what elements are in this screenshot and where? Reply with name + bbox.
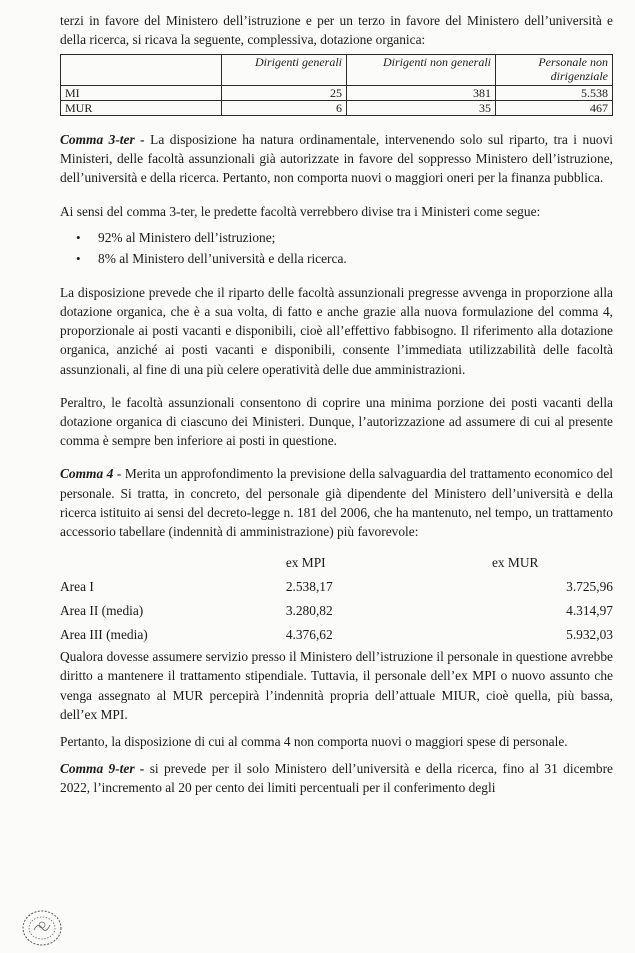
comma-4-label: Comma 4 bbox=[60, 466, 114, 482]
table-cell: Area II (media) bbox=[60, 603, 144, 619]
bullet-icon: • bbox=[76, 229, 81, 245]
table-cell: Area III (media) bbox=[60, 627, 148, 643]
table-row bbox=[61, 101, 613, 116]
comma-3ter-paragraph-2: La disposizione prevede che il riparto delle facoltà assunzionali pregresse avvenga in proporzione alla dotazione organica, che è a sua volta, di fatto e anche grazie alla nuova formulazione del comma 4, proporzionale ai posti vacanti e disponibili, cioè all’effettivo fabbisogno. Il riferimento alla dotazione organica, anziché ai posti vacanti e disponibili, consente l’immediata utilizzabilità delle facoltà assunzionali, al fine di una più celere operatività delle due amministrazioni. bbox=[60, 284, 613, 377]
table-cell: 25 bbox=[222, 86, 347, 101]
table-cell: 467 bbox=[496, 101, 613, 116]
comma-4-text: - Merita un approfondimento la previsione della salvaguardia del trattamento economico del personale. Si tratta, in concreto, del personale già dipendente del Ministero dell’università e della ricerca istituito ai sensi del decreto-legge n. 181 del 2006, che ha mantenuto, nel tempo, un trattamento accessorio tabellare (indennità di amministrazione) più favorevole: bbox=[60, 466, 613, 540]
table-cell: 381 bbox=[347, 86, 496, 101]
table-row bbox=[60, 623, 613, 647]
table-row bbox=[60, 575, 613, 599]
table-cell: Area I bbox=[60, 579, 94, 595]
staff-allocation-table bbox=[60, 54, 613, 116]
comma-3ter-text: La disposizione ha natura ordinamentale, intervenendo solo sul riparto, tra i nuovi Ministeri, delle facoltà assunzionali già autorizzate in favore del soppresso Ministero dell’istruzione, dell’università e della ricerca. Pertanto, non comporta nuovi o maggiori oneri per la finanza pubblica. bbox=[60, 132, 614, 186]
comma-3ter-label: Comma 3-ter - bbox=[60, 132, 145, 147]
table-header-cell: ex MPI bbox=[285, 555, 326, 571]
table-cell: 3.725,96 bbox=[566, 579, 613, 595]
official-stamp-icon bbox=[20, 908, 64, 948]
table-header-cell bbox=[60, 551, 286, 575]
table-cell: 5.538 bbox=[496, 86, 613, 101]
table-header-cell bbox=[61, 55, 222, 86]
table-cell: 2.538,17 bbox=[285, 579, 333, 595]
table-cell: 4.314,97 bbox=[566, 603, 613, 619]
table-cell: 6 bbox=[222, 101, 347, 116]
table-header-row bbox=[61, 55, 613, 86]
table-header-row bbox=[60, 551, 613, 575]
table-header-cell: ex MUR bbox=[491, 555, 539, 571]
comma-9ter-text: si prevede per il solo Ministero dell’università e della ricerca, fino al 31 dicembre 2022, l’incremento al 20 per cento dei limiti percentuali per il conferimento degli bbox=[60, 761, 613, 796]
bullet-list bbox=[60, 227, 613, 269]
table-row bbox=[61, 86, 613, 101]
comma-3ter-lead: Ai sensi del comma 3-ter, le predette facoltà verrebbero divise tra i Ministeri come segue: bbox=[60, 203, 541, 219]
comma-9ter-paragraph bbox=[60, 759, 613, 797]
bullet-icon: • bbox=[76, 250, 81, 266]
table-header-cell: Personale non dirigenziale bbox=[496, 55, 613, 86]
comma-3ter-paragraph-3: Peraltro, le facoltà assunzionali consentono di coprire una minima porzione dei posti vacanti della dotazione organica di ciascuno dei Ministeri. Dunque, l’autorizzazione ad assumere di cui al presente comma è sempre ben inferiore ai posti in questione. bbox=[60, 394, 613, 449]
table-cell: 3.280,82 bbox=[285, 603, 333, 619]
table-row bbox=[60, 599, 613, 623]
comma-4-paragraph-3: Pertanto, la disposizione di cui al comma 4 non comporta nuovi o maggiori spese di personale. bbox=[60, 734, 568, 750]
list-item: • 8% al Ministero dell’università e della ricerca. bbox=[60, 248, 613, 269]
list-item: • 92% al Ministero dell’istruzione; bbox=[60, 227, 613, 248]
document-page bbox=[60, 12, 613, 798]
table-cell: 4.376,62 bbox=[285, 627, 333, 643]
intro-paragraph: terzi in favore del Ministero dell’istruzione e per un terzo in favore del Ministero dell’università e della ricerca, si ricava la seguente, complessiva, dotazione organica: bbox=[60, 13, 613, 47]
comma-9ter-label: Comma 9-ter - bbox=[60, 761, 145, 777]
comma-3ter-paragraph bbox=[60, 130, 613, 188]
table-cell: 5.932,03 bbox=[566, 627, 613, 643]
allowance-table bbox=[60, 551, 613, 647]
comma-4-paragraph bbox=[60, 464, 613, 541]
table-cell: MI bbox=[61, 86, 222, 101]
table-cell: 35 bbox=[347, 101, 496, 116]
comma-4-paragraph-2: Qualora dovesse assumere servizio presso il Ministero dell’istruzione il personale in questione avrebbe diritto a mantenere il trattamento stipendiale. Tuttavia, il personale dell’ex MPI o nuovo assunto che venga assegnato al MUR percepirà l’indennità propria dell’attuale MIUR, cioè quella, più bassa, dell’ex MPI. bbox=[60, 649, 613, 722]
table-header-cell: Dirigenti non generali bbox=[347, 55, 496, 86]
table-cell: MUR bbox=[61, 101, 222, 116]
table-header-cell: Dirigenti generali bbox=[222, 55, 347, 86]
